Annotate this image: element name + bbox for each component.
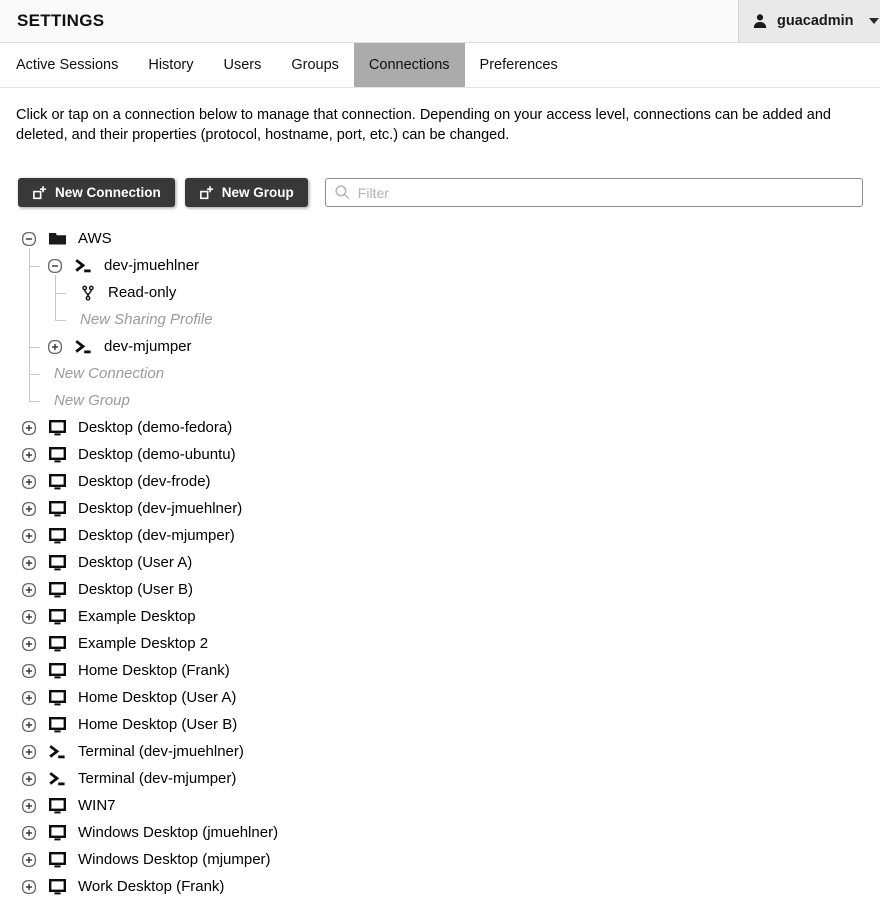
search-icon — [334, 184, 351, 201]
connections-page — [0, 105, 880, 900]
user-menu[interactable] — [738, 0, 880, 42]
app-header — [0, 0, 880, 43]
terminal-icon — [74, 257, 93, 274]
expand-icon[interactable] — [48, 340, 62, 354]
tree-row-label: WIN7 — [78, 797, 116, 814]
monitor-icon — [48, 500, 67, 517]
terminal-icon — [48, 743, 67, 760]
tab-bar — [0, 43, 880, 88]
monitor-icon — [48, 473, 67, 490]
tab-connections[interactable]: Connections — [354, 43, 465, 87]
tree-row-terminal-dev-jmuehlner[interactable] — [0, 738, 880, 765]
expand-icon[interactable] — [22, 772, 36, 786]
tree-row-desktop-user-b[interactable] — [0, 576, 880, 603]
tree-row-terminal-dev-mjumper[interactable] — [0, 765, 880, 792]
tree-row-home-desktop-user-b[interactable] — [0, 711, 880, 738]
toolbar — [18, 178, 863, 207]
tree-row-win7[interactable] — [0, 792, 880, 819]
expand-icon[interactable] — [22, 745, 36, 759]
expand-icon[interactable] — [22, 529, 36, 543]
tree-row-label: Example Desktop 2 — [78, 635, 209, 652]
tree-row-new-sharing-profile[interactable] — [0, 306, 880, 333]
monitor-icon — [48, 554, 67, 571]
tree-row-label: Windows Desktop (jmuehlner) — [78, 824, 279, 841]
tree-row-label: Desktop (User B) — [78, 581, 194, 598]
tree-row-new-group[interactable] — [0, 387, 880, 414]
tree-row-read-only[interactable] — [0, 279, 880, 306]
monitor-icon — [48, 635, 67, 652]
tree-row-label: AWS — [78, 230, 112, 247]
tree-row-label: Home Desktop (User A) — [78, 689, 237, 706]
expand-icon[interactable] — [22, 583, 36, 597]
tree-row-label: New Group — [54, 392, 130, 409]
monitor-icon — [48, 797, 67, 814]
terminal-icon — [74, 338, 93, 355]
tree-row-desktop-demo-ubuntu[interactable] — [0, 441, 880, 468]
tree-row-label: Example Desktop — [78, 608, 196, 625]
tree-row-new-connection[interactable] — [0, 360, 880, 387]
monitor-icon — [48, 527, 67, 544]
monitor-icon — [48, 716, 67, 733]
username: guacadmin — [777, 13, 854, 29]
tree-row-windows-desktop-mjumper[interactable] — [0, 846, 880, 873]
new-connection-button[interactable]: New Connection — [18, 178, 175, 207]
new-group-button[interactable]: New Group — [185, 178, 308, 207]
tree-row-example-desktop[interactable] — [0, 603, 880, 630]
filter-input[interactable] — [358, 179, 862, 206]
tab-active-sessions[interactable]: Active Sessions — [16, 57, 119, 73]
expand-icon[interactable] — [22, 880, 36, 894]
tree-row-dev-mjumper[interactable] — [0, 333, 880, 360]
monitor-icon — [48, 581, 67, 598]
tree-row-label: Desktop (demo-ubuntu) — [78, 446, 236, 463]
monitor-icon — [48, 824, 67, 841]
expand-icon[interactable] — [22, 556, 36, 570]
collapse-icon[interactable] — [22, 232, 36, 246]
tree-row-label: Desktop (dev-jmuehlner) — [78, 500, 243, 517]
tree-row-label: Terminal (dev-jmuehlner) — [78, 743, 244, 760]
tree-row-desktop-user-a[interactable] — [0, 549, 880, 576]
tab-history[interactable]: History — [148, 57, 194, 73]
tree-row-label: New Connection — [54, 365, 165, 382]
expand-icon[interactable] — [22, 421, 36, 435]
user-icon — [752, 13, 768, 29]
tree-row-home-desktop-user-a[interactable] — [0, 684, 880, 711]
expand-icon[interactable] — [22, 448, 36, 462]
tree-row-label: dev-jmuehlner — [104, 257, 200, 274]
tree-row-label: dev-mjumper — [104, 338, 192, 355]
tab-users[interactable]: Users — [223, 57, 262, 73]
expand-icon[interactable] — [22, 637, 36, 651]
tree-row-work-desktop-frank[interactable] — [0, 873, 880, 900]
monitor-icon — [48, 608, 67, 625]
expand-icon[interactable] — [22, 475, 36, 489]
expand-icon[interactable] — [22, 799, 36, 813]
new-window-plus-icon — [32, 185, 47, 200]
fork-icon — [78, 284, 97, 301]
tree-row-desktop-demo-fedora[interactable] — [0, 414, 880, 441]
tree-row-desktop-dev-frode[interactable] — [0, 468, 880, 495]
tree-row-label: Terminal (dev-mjumper) — [78, 770, 237, 787]
expand-icon[interactable] — [22, 853, 36, 867]
expand-icon[interactable] — [22, 718, 36, 732]
tree-row-label: Windows Desktop (mjumper) — [78, 851, 271, 868]
tree-row-label: Desktop (demo-fedora) — [78, 419, 233, 436]
collapse-icon[interactable] — [48, 259, 62, 273]
new-window-plus-icon — [199, 185, 214, 200]
tab-preferences[interactable]: Preferences — [479, 57, 558, 73]
tree-row-dev-jmuehlner[interactable] — [0, 252, 880, 279]
monitor-icon — [48, 878, 67, 895]
page-title: SETTINGS — [17, 11, 105, 30]
tree-row-label: Desktop (dev-frode) — [78, 473, 211, 490]
connection-tree — [0, 225, 880, 900]
tree-row-aws[interactable] — [0, 225, 880, 252]
expand-icon[interactable] — [22, 691, 36, 705]
tree-row-desktop-dev-jmuehlner[interactable] — [0, 495, 880, 522]
expand-icon[interactable] — [22, 502, 36, 516]
tab-groups[interactable]: Groups — [291, 57, 339, 73]
page-description: Click or tap on a connection below to manage that connection. Depending on your access level, connections can be added and deleted, and their properties (protocol, hostname, port, etc.) can be changed. — [16, 107, 831, 143]
tree-row-label: New Sharing Profile — [80, 311, 213, 328]
expand-icon[interactable] — [22, 664, 36, 678]
tree-row-desktop-dev-mjumper[interactable] — [0, 522, 880, 549]
tree-row-home-desktop-frank[interactable] — [0, 657, 880, 684]
tree-row-windows-desktop-jmuehlner[interactable] — [0, 819, 880, 846]
folder-icon — [48, 230, 67, 247]
tree-row-label: Home Desktop (User B) — [78, 716, 238, 733]
expand-icon[interactable] — [22, 826, 36, 840]
tree-row-label: Home Desktop (Frank) — [78, 662, 230, 679]
monitor-icon — [48, 851, 67, 868]
expand-icon[interactable] — [22, 610, 36, 624]
filter-box — [325, 178, 863, 207]
monitor-icon — [48, 419, 67, 436]
monitor-icon — [48, 446, 67, 463]
tree-row-label: Work Desktop (Frank) — [78, 878, 225, 895]
tree-row-label: Read-only — [108, 284, 177, 301]
tree-row-label: Desktop (User A) — [78, 554, 193, 571]
terminal-icon — [48, 770, 67, 787]
tree-row-label: Desktop (dev-mjumper) — [78, 527, 235, 544]
monitor-icon — [48, 689, 67, 706]
tree-row-example-desktop-2[interactable] — [0, 630, 880, 657]
monitor-icon — [48, 662, 67, 679]
caret-down-icon — [869, 18, 879, 24]
